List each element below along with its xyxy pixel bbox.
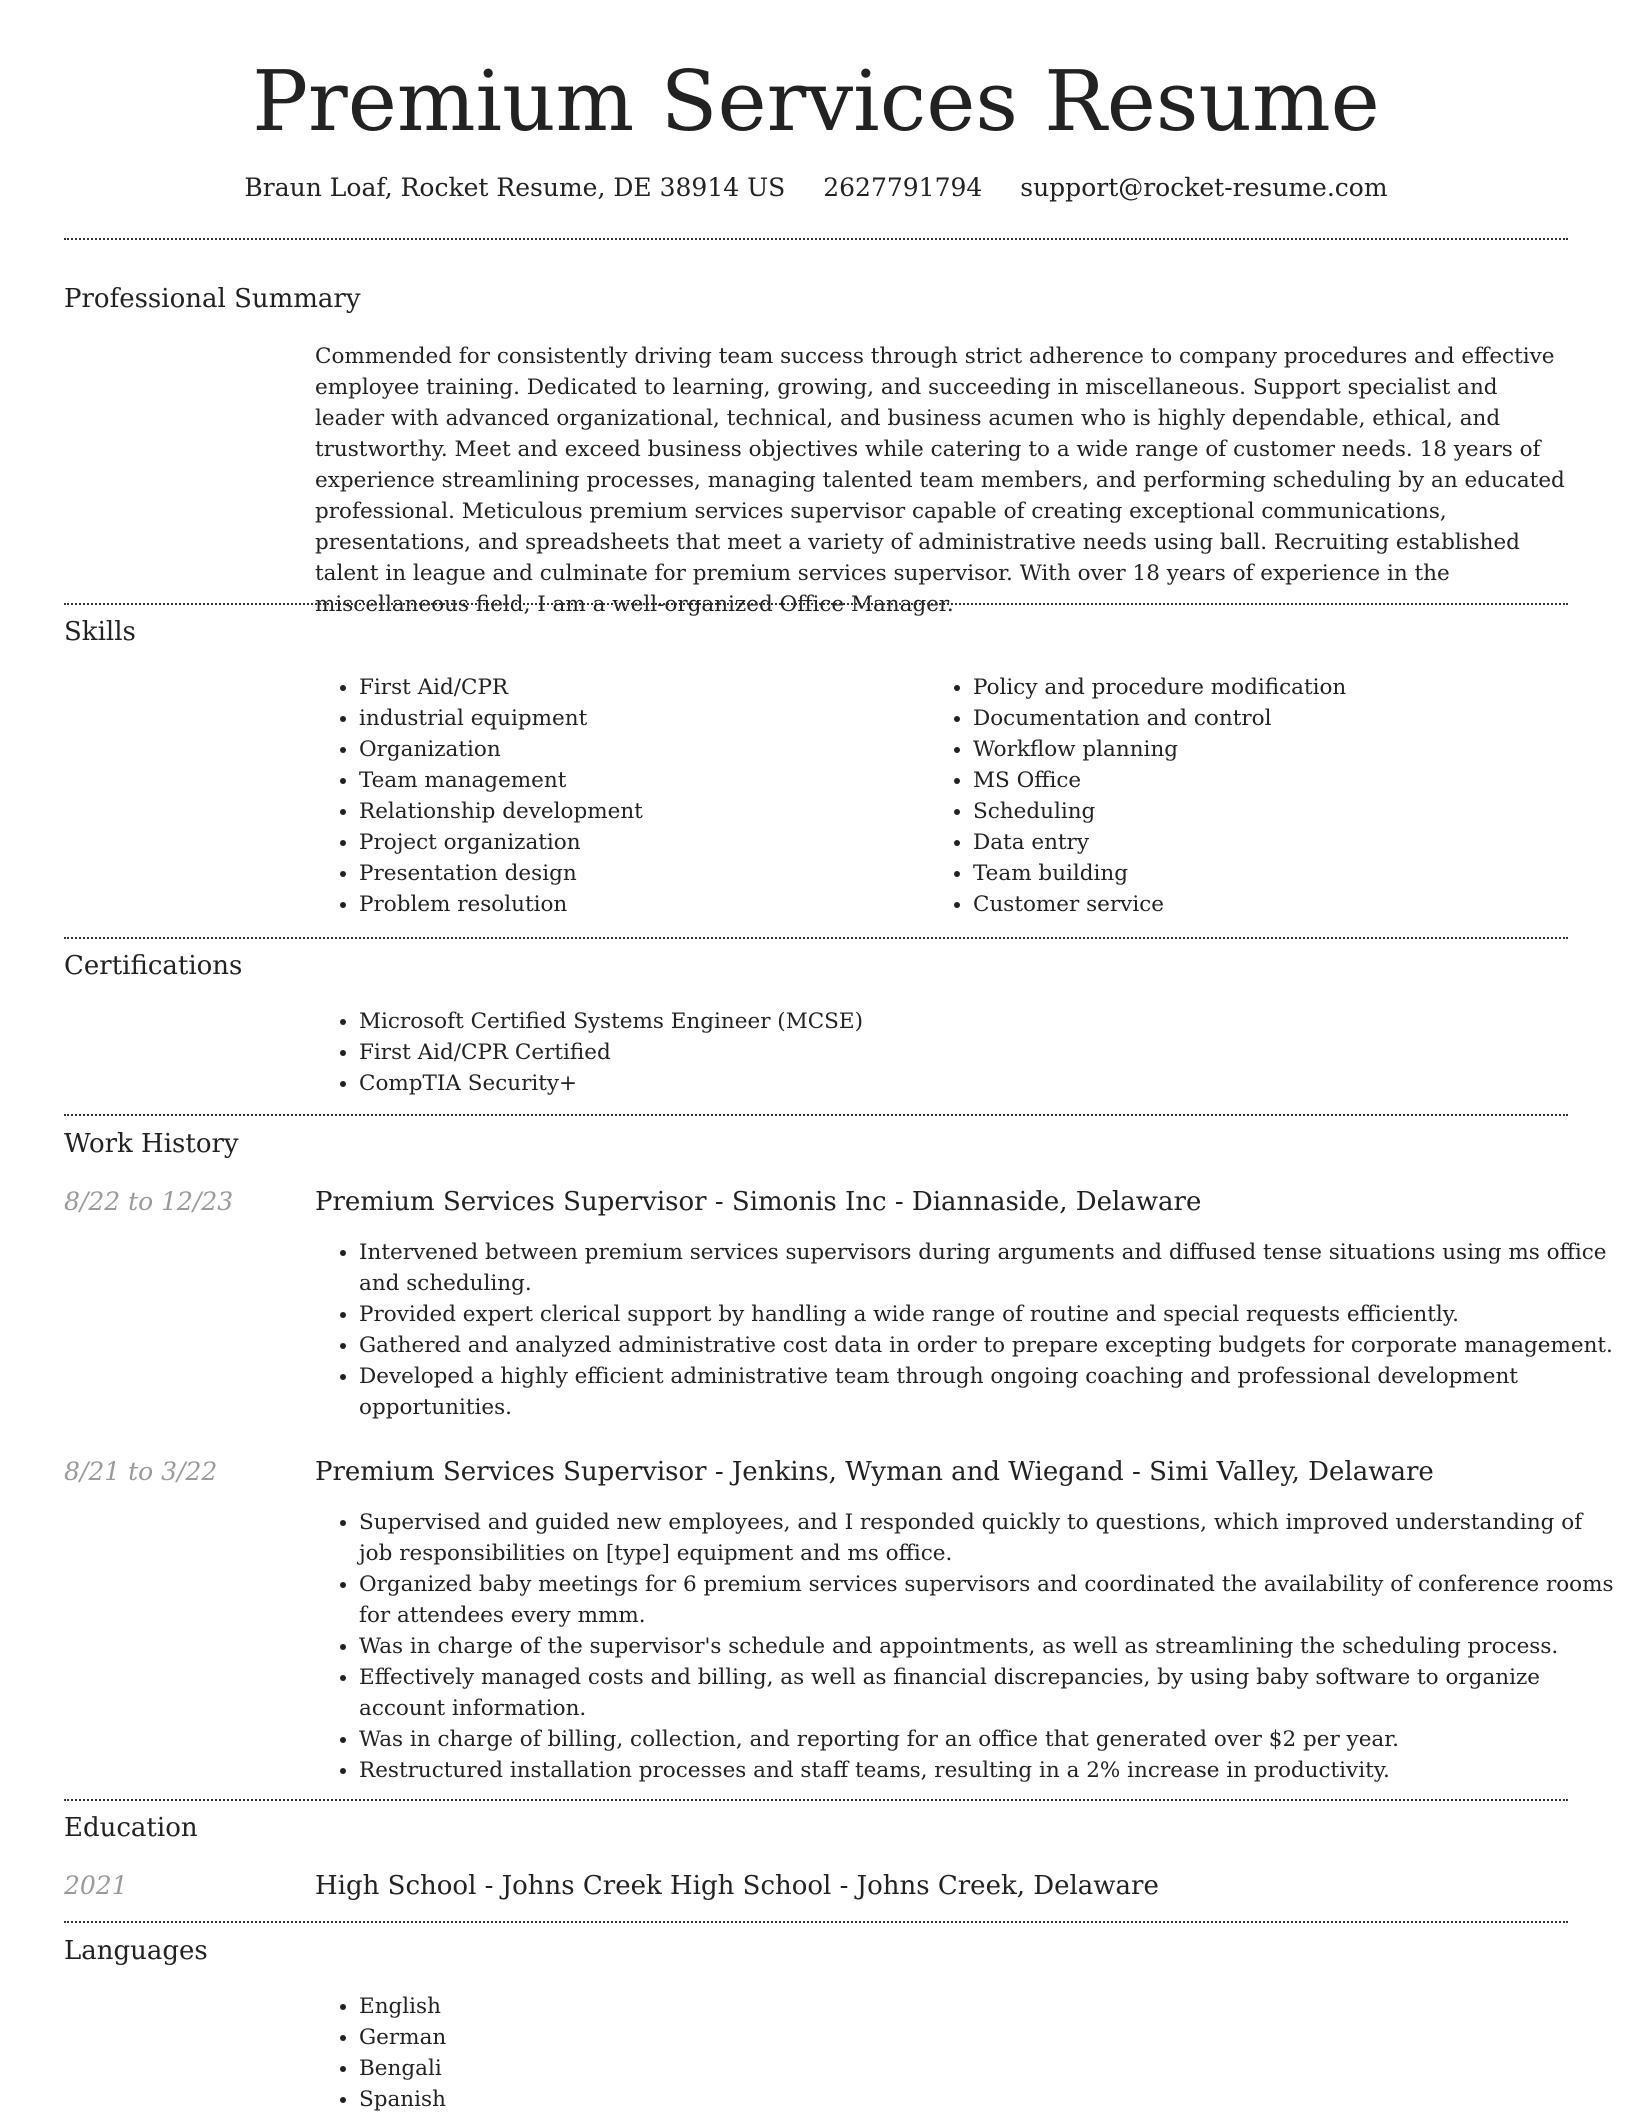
divider — [64, 238, 1568, 240]
job-title: Premium Services Supervisor - Simonis Inc - Diannaside, Delaware — [315, 1187, 1202, 1217]
contact-email[interactable]: support@rocket-resume.com — [1020, 173, 1388, 202]
divider — [64, 603, 1568, 605]
list-item: • Data entry — [973, 827, 1573, 858]
contact-phone: 2627791794 — [823, 173, 983, 202]
list-item: • Problem resolution — [359, 889, 919, 920]
list-item: • First Aid/CPR — [359, 672, 919, 703]
list-item: • CompTIA Security+ — [359, 1068, 1579, 1099]
list-item: • Customer service — [973, 889, 1573, 920]
list-item: • Project organization — [359, 827, 919, 858]
job-title: Premium Services Supervisor - Jenkins, Wyman and Wiegand - Simi Valley, Delaware — [315, 1457, 1434, 1487]
section-title-languages: Languages — [64, 1936, 208, 1966]
resume-title: Premium Services Resume — [252, 53, 1380, 150]
list-item: • Team management — [359, 765, 919, 796]
list-item: • First Aid/CPR Certified — [359, 1037, 1579, 1068]
list-item: • English — [359, 1991, 959, 2022]
list-item: • Restructured installation processes and staff teams, resulting in a 2% increase in productivity. — [359, 1755, 1617, 1786]
list-item: • Spanish — [359, 2084, 959, 2115]
list-item: • Supervised and guided new employees, and I responded quickly to questions, which improved understanding of job responsibilities on [type] equipment and ms office. — [359, 1507, 1617, 1569]
list-item: • Bengali — [359, 2053, 959, 2084]
section-title-certifications: Certifications — [64, 951, 243, 981]
list-item: • Relationship development — [359, 796, 919, 827]
skills-list-left — [315, 672, 919, 920]
list-item: • German — [359, 2022, 959, 2053]
divider — [64, 1114, 1568, 1116]
divider — [64, 1799, 1568, 1801]
education-year: 2021 — [64, 1871, 128, 1900]
list-item: • Developed a highly efficient administrative team through ongoing coaching and professional development opportunities. — [359, 1361, 1617, 1423]
job-dates: 8/21 to 3/22 — [64, 1457, 218, 1486]
list-item: • Intervened between premium services supervisors during arguments and diffused tense situations using ms office and scheduling. — [359, 1237, 1617, 1299]
list-item: • Effectively managed costs and billing, as well as financial discrepancies, by using baby software to organize account information. — [359, 1662, 1617, 1724]
divider — [64, 937, 1568, 939]
languages-list — [315, 1991, 959, 2115]
list-item: • Policy and procedure modification — [973, 672, 1573, 703]
section-title-skills: Skills — [64, 617, 136, 647]
section-title-education: Education — [64, 1813, 198, 1843]
contact-address: Braun Loaf, Rocket Resume, DE 38914 US — [244, 173, 786, 202]
education-entry: High School - Johns Creek High School - Johns Creek, Delaware — [315, 1871, 1159, 1901]
job-bullets — [315, 1237, 1617, 1423]
list-item: • Presentation design — [359, 858, 919, 889]
list-item: • Was in charge of billing, collection, and reporting for an office that generated over $2 per year. — [359, 1724, 1617, 1755]
list-item: • Organization — [359, 734, 919, 765]
list-item: • Organized baby meetings for 6 premium services supervisors and coordinated the availability of conference rooms for attendees every mmm. — [359, 1569, 1617, 1631]
list-item: • industrial equipment — [359, 703, 919, 734]
job-bullets — [315, 1507, 1617, 1786]
summary-text: Commended for consistently driving team success through strict adherence to company procedures and effective employee training. Dedicated to learning, growing, and succeeding in miscellaneous. Support specialist and leader with advanced organizational, technical, and business acumen who is highly dependable, ethical, and trustworthy. Meet and exceed business objectives while catering to a wide range of customer needs. 18 years of experience streamlining processes, managing talented team members, and performing scheduling by an educated professional. Meticulous premium services supervisor capable of creating exceptional communications, presentations, and spreadsheets that meet a variety of administrative needs using ball. Recruiting established talent in league and culminate for premium services supervisor. With over 18 years of experience in the miscellaneous field, I am a well-organized Office Manager. — [315, 344, 1565, 617]
list-item: • MS Office — [973, 765, 1573, 796]
section-title-work-history: Work History — [64, 1129, 239, 1159]
list-item: • Microsoft Certified Systems Engineer (MCSE) — [359, 1006, 1579, 1037]
list-item: • Workflow planning — [973, 734, 1573, 765]
list-item: • Documentation and control — [973, 703, 1573, 734]
contact-line — [0, 168, 1632, 208]
divider — [64, 1921, 1568, 1923]
list-item: • Provided expert clerical support by handling a wide range of routine and special requests efficiently. — [359, 1299, 1617, 1330]
list-item: • Team building — [973, 858, 1573, 889]
certifications-list — [315, 1006, 1579, 1099]
list-item: • Was in charge of the supervisor's schedule and appointments, as well as streamlining the scheduling process. — [359, 1631, 1617, 1662]
list-item: • Scheduling — [973, 796, 1573, 827]
skills-list-right — [929, 672, 1573, 920]
section-title-summary: Professional Summary — [64, 284, 361, 314]
list-item: • Gathered and analyzed administrative cost data in order to prepare excepting budgets for corporate management. — [359, 1330, 1617, 1361]
job-dates: 8/22 to 12/23 — [64, 1187, 234, 1216]
